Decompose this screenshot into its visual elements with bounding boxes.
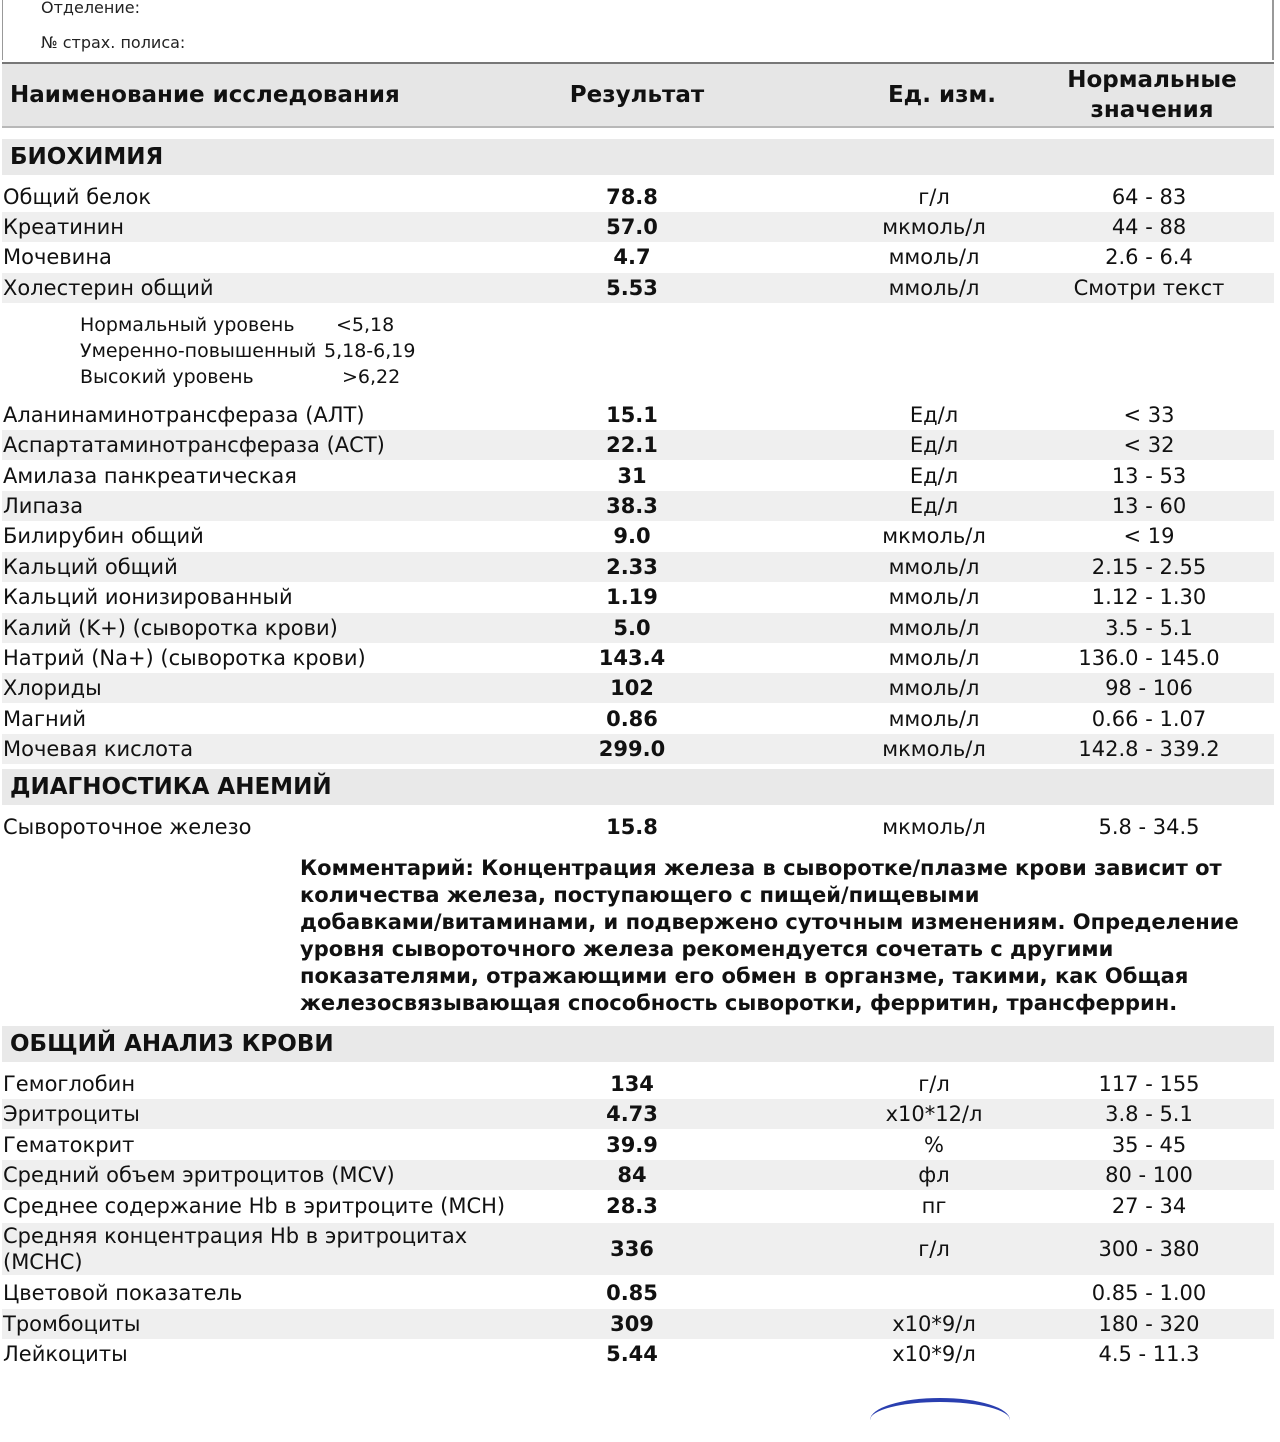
test-result: 309 bbox=[610, 1312, 654, 1336]
test-name: Тромбоциты bbox=[3, 1312, 141, 1336]
table-row bbox=[2, 812, 1274, 842]
table-row bbox=[2, 552, 1274, 582]
test-unit: ммоль/л bbox=[888, 585, 980, 609]
test-norm: 117 - 155 bbox=[1098, 1072, 1200, 1096]
header-norm-line1: Нормальные bbox=[1067, 67, 1237, 93]
note-label: Нормальный уровень bbox=[80, 314, 295, 336]
test-result: 0.86 bbox=[606, 707, 658, 731]
test-unit: ммоль/л bbox=[888, 245, 980, 269]
test-result: 5.0 bbox=[613, 616, 651, 640]
test-result: 15.1 bbox=[606, 403, 658, 427]
table-row bbox=[2, 613, 1274, 643]
test-unit: Ед/л bbox=[909, 433, 959, 457]
test-norm: 4.5 - 11.3 bbox=[1098, 1342, 1200, 1366]
cholesterol-note bbox=[80, 338, 416, 364]
note-value: 5,18-6,19 bbox=[324, 340, 416, 362]
test-norm: 44 - 88 bbox=[1111, 215, 1187, 239]
header-result: Результат bbox=[569, 82, 705, 108]
test-unit: х10*9/л bbox=[892, 1342, 976, 1366]
test-unit bbox=[834, 1278, 1034, 1308]
test-unit: х10*9/л bbox=[892, 1312, 976, 1336]
test-result: 5.44 bbox=[606, 1342, 658, 1366]
test-result: 4.7 bbox=[613, 245, 651, 269]
test-name: Кальций общий bbox=[3, 555, 178, 579]
test-name: Хлориды bbox=[3, 676, 102, 700]
table-row bbox=[2, 1069, 1274, 1099]
test-norm: 0.85 - 1.00 bbox=[1091, 1281, 1207, 1305]
test-unit: г/л bbox=[918, 1237, 950, 1261]
note-value: <5,18 bbox=[336, 314, 395, 336]
test-result: 57.0 bbox=[606, 215, 658, 239]
test-name-line2: (MCHC) bbox=[3, 1250, 83, 1274]
test-unit: % bbox=[924, 1133, 944, 1157]
table-row bbox=[2, 734, 1274, 764]
test-result: 39.9 bbox=[606, 1133, 658, 1157]
test-norm: 35 - 45 bbox=[1111, 1133, 1187, 1157]
comment-line: Комментарий: Концентрация железа в сыворотке/плазме крови зависит от bbox=[300, 856, 1222, 880]
stamp-edge bbox=[870, 1398, 1010, 1442]
comment-line: уровня сывороточного железа рекомендуется сочетать с другими bbox=[300, 937, 1114, 961]
table-row bbox=[2, 212, 1274, 242]
test-result: 38.3 bbox=[606, 494, 658, 518]
test-result: 102 bbox=[610, 676, 654, 700]
test-name: Общий белок bbox=[3, 185, 152, 209]
header-name: Наименование исследования bbox=[10, 82, 400, 108]
test-unit: мкмоль/л bbox=[882, 524, 986, 548]
test-unit: мкмоль/л bbox=[882, 737, 986, 761]
test-norm: 2.15 - 2.55 bbox=[1091, 555, 1207, 579]
test-result: 134 bbox=[610, 1072, 654, 1096]
test-result: 4.73 bbox=[606, 1102, 658, 1126]
test-name: Холестерин общий bbox=[3, 276, 214, 300]
test-result: 22.1 bbox=[606, 433, 658, 457]
comment-line: показателями, отражающими его обмен в органзме, такими, как Общая bbox=[300, 964, 1189, 988]
table-row bbox=[2, 182, 1274, 212]
test-name: Креатинин bbox=[3, 215, 125, 239]
test-name: Магний bbox=[3, 707, 87, 731]
table-row bbox=[2, 673, 1274, 703]
note-value: >6,22 bbox=[342, 366, 401, 388]
test-result: 9.0 bbox=[613, 524, 651, 548]
test-name: Мочевина bbox=[3, 245, 112, 269]
test-name: Средний объем эритроцитов (MCV) bbox=[3, 1163, 395, 1187]
test-norm: 1.12 - 1.30 bbox=[1091, 585, 1207, 609]
table-row bbox=[2, 1160, 1274, 1190]
table-row bbox=[2, 1223, 1274, 1275]
test-name: Эритроциты bbox=[3, 1102, 140, 1126]
test-name: Кальций ионизированный bbox=[3, 585, 293, 609]
patient-info-box bbox=[2, 0, 1274, 60]
table-row bbox=[2, 1191, 1274, 1221]
test-unit: ммоль/л bbox=[888, 676, 980, 700]
table-row bbox=[2, 521, 1274, 551]
comment-line: добавками/витаминами, и подвержено суточным изменениям. Определение bbox=[300, 910, 1239, 934]
test-unit: мкмоль/л bbox=[882, 215, 986, 239]
test-unit: ммоль/л bbox=[888, 707, 980, 731]
test-result: 84 bbox=[617, 1163, 647, 1187]
table-row bbox=[2, 400, 1274, 430]
test-unit: ммоль/л bbox=[888, 616, 980, 640]
test-result: 2.33 bbox=[606, 555, 658, 579]
test-name: Среднее содержание Hb в эритроците (MCH) bbox=[3, 1194, 506, 1218]
test-name: Гематокрит bbox=[3, 1133, 135, 1157]
table-row bbox=[2, 704, 1274, 734]
header-norm-line2: значения bbox=[1090, 97, 1214, 123]
test-result: 336 bbox=[610, 1237, 654, 1261]
policy-label: № страх. полиса: bbox=[41, 33, 186, 52]
test-name: Мочевая кислота bbox=[3, 737, 194, 761]
section-cbc bbox=[2, 1026, 1274, 1062]
test-unit: ммоль/л bbox=[888, 276, 980, 300]
test-unit: Ед/л bbox=[909, 494, 959, 518]
table-row bbox=[2, 273, 1274, 303]
test-name: Лейкоциты bbox=[3, 1342, 128, 1366]
test-name: Билирубин общий bbox=[3, 524, 204, 548]
department-label: Отделение: bbox=[41, 0, 140, 17]
table-row bbox=[2, 1309, 1274, 1339]
section-title: БИОХИМИЯ bbox=[10, 144, 164, 170]
test-result: 143.4 bbox=[598, 646, 666, 670]
test-result: 1.19 bbox=[606, 585, 658, 609]
test-name-line1: Средняя концентрация Hb в эритроцитах bbox=[3, 1224, 468, 1248]
test-name: Натрий (Na+) (сыворотка крови) bbox=[3, 646, 366, 670]
table-header bbox=[2, 62, 1274, 128]
table-row bbox=[2, 582, 1274, 612]
test-norm: < 19 bbox=[1123, 524, 1175, 548]
test-result: 78.8 bbox=[606, 185, 658, 209]
table-row bbox=[2, 242, 1274, 272]
test-norm: 64 - 83 bbox=[1111, 185, 1187, 209]
comment-line: количества железа, поступающего с пищей/пищевыми bbox=[300, 883, 980, 907]
test-norm: 300 - 380 bbox=[1098, 1237, 1200, 1261]
section-title: ДИАГНОСТИКА АНЕМИЙ bbox=[10, 774, 332, 800]
header-norm bbox=[1032, 64, 1272, 126]
test-unit: мкмоль/л bbox=[882, 815, 986, 839]
table-row bbox=[2, 1130, 1274, 1160]
test-result: 0.85 bbox=[606, 1281, 658, 1305]
test-norm: 5.8 - 34.5 bbox=[1098, 815, 1200, 839]
test-norm: 2.6 - 6.4 bbox=[1105, 245, 1193, 269]
table-row bbox=[2, 430, 1274, 460]
test-name: Аланинаминотрансфераза (АЛТ) bbox=[3, 403, 365, 427]
test-result: 299.0 bbox=[598, 737, 666, 761]
test-norm: 142.8 - 339.2 bbox=[1078, 737, 1220, 761]
test-unit: г/л bbox=[918, 185, 950, 209]
test-name: Липаза bbox=[3, 494, 84, 518]
test-result: 5.53 bbox=[606, 276, 658, 300]
note-label: Высокий уровень bbox=[80, 366, 254, 388]
test-name bbox=[3, 1223, 467, 1275]
test-norm: 80 - 100 bbox=[1105, 1163, 1193, 1187]
header-unit: Ед. изм. bbox=[887, 82, 997, 108]
table-row bbox=[2, 1099, 1274, 1129]
table-row bbox=[2, 461, 1274, 491]
test-norm: 27 - 34 bbox=[1111, 1194, 1187, 1218]
table-row bbox=[2, 643, 1274, 673]
test-result: 15.8 bbox=[606, 815, 658, 839]
table-row bbox=[2, 1339, 1274, 1369]
cholesterol-note bbox=[80, 312, 395, 338]
table-row bbox=[2, 491, 1274, 521]
test-unit: фл bbox=[918, 1163, 950, 1187]
test-unit: ммоль/л bbox=[888, 555, 980, 579]
test-name: Амилаза панкреатическая bbox=[3, 464, 297, 488]
section-biochemistry bbox=[2, 139, 1274, 175]
test-norm: 13 - 60 bbox=[1111, 494, 1187, 518]
test-norm: Смотри текст bbox=[1073, 276, 1225, 300]
test-norm: 0.66 - 1.07 bbox=[1091, 707, 1207, 731]
section-title: ОБЩИЙ АНАЛИЗ КРОВИ bbox=[10, 1031, 334, 1057]
test-unit: ммоль/л bbox=[888, 646, 980, 670]
test-norm: < 32 bbox=[1123, 433, 1175, 457]
test-unit: Ед/л bbox=[909, 464, 959, 488]
comment-line: железосвязывающая способность сыворотки, ферритин, трансферрин. bbox=[300, 991, 1178, 1015]
test-name: Калий (K+) (сыворотка крови) bbox=[3, 616, 338, 640]
test-unit: Ед/л bbox=[909, 403, 959, 427]
table-row bbox=[2, 1278, 1274, 1308]
test-norm: 3.5 - 5.1 bbox=[1105, 616, 1193, 640]
note-label: Умеренно-повышенный bbox=[80, 340, 317, 362]
test-norm: 13 - 53 bbox=[1111, 464, 1187, 488]
iron-comment bbox=[300, 855, 1240, 1017]
test-name: Аспартатаминотрансфераза (АСТ) bbox=[3, 433, 385, 457]
test-unit: пг bbox=[921, 1194, 947, 1218]
test-norm: 98 - 106 bbox=[1105, 676, 1193, 700]
test-name: Гемоглобин bbox=[3, 1072, 136, 1096]
test-name: Цветовой показатель bbox=[3, 1281, 243, 1305]
cholesterol-note bbox=[80, 364, 401, 390]
test-result: 28.3 bbox=[606, 1194, 658, 1218]
test-norm: < 33 bbox=[1123, 403, 1175, 427]
test-norm: 136.0 - 145.0 bbox=[1078, 646, 1220, 670]
test-name: Сывороточное железо bbox=[3, 815, 252, 839]
test-norm: 180 - 320 bbox=[1098, 1312, 1200, 1336]
test-norm: 3.8 - 5.1 bbox=[1105, 1102, 1193, 1126]
test-unit: х10*12/л bbox=[885, 1102, 983, 1126]
test-unit: г/л bbox=[918, 1072, 950, 1096]
test-result: 31 bbox=[617, 464, 647, 488]
section-anemia bbox=[2, 769, 1274, 805]
